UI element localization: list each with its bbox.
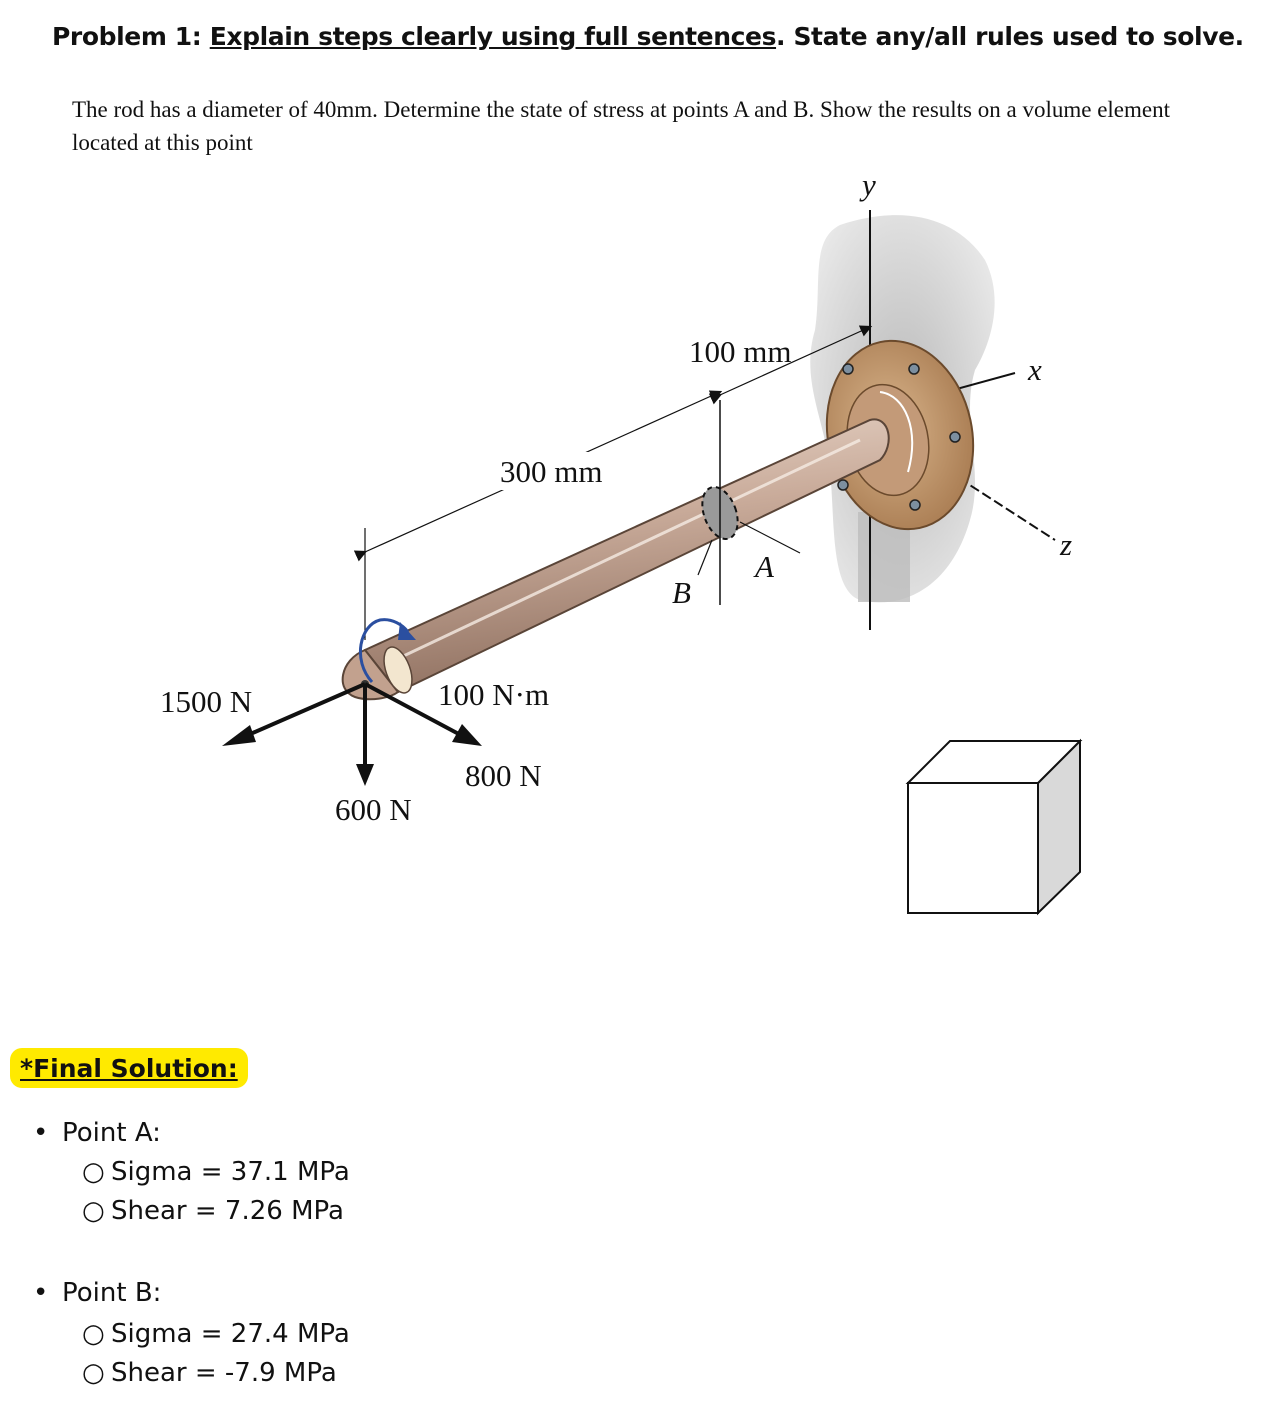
point-b-sigma bbox=[82, 1319, 350, 1349]
heading-suffix: State any/all rules used to solve. bbox=[793, 22, 1244, 51]
filled-bullet-icon: • bbox=[33, 1118, 49, 1148]
hollow-bullet-icon: ○ bbox=[82, 1196, 105, 1226]
filled-bullet-icon: • bbox=[33, 1278, 49, 1308]
point-a-shear-text: Shear = 7.26 MPa bbox=[111, 1196, 344, 1226]
rod bbox=[365, 419, 889, 692]
point-a-label: A bbox=[755, 549, 774, 584]
force-800-label: 800 N bbox=[465, 758, 542, 793]
point-b-shear bbox=[82, 1358, 337, 1388]
heading-prefix: Problem 1: bbox=[52, 22, 210, 51]
hollow-bullet-icon: ○ bbox=[82, 1319, 105, 1349]
force-600-label: 600 N bbox=[335, 792, 412, 827]
point-b-label: B bbox=[672, 575, 691, 610]
volume-element-cube bbox=[908, 741, 1080, 913]
cube-front-face bbox=[908, 783, 1038, 913]
point-a-item bbox=[33, 1118, 161, 1148]
force-1500-label: 1500 N bbox=[160, 684, 253, 719]
heading-middle: . bbox=[776, 22, 794, 51]
z-axis-label: z bbox=[1060, 527, 1073, 562]
force-1500-head bbox=[222, 725, 256, 746]
point-b-shear-text: Shear = -7.9 MPa bbox=[111, 1358, 337, 1388]
point-a-shear bbox=[82, 1196, 344, 1226]
x-axis-label: x bbox=[1028, 352, 1042, 387]
problem-statement: The rod has a diameter of 40mm. Determine the state of stress at points A and B. Show the results on a volume element located at this point bbox=[72, 97, 1171, 155]
heading-underlined: Explain steps clearly using full sentences bbox=[209, 22, 777, 51]
point-b-item bbox=[33, 1278, 161, 1308]
hollow-bullet-icon: ○ bbox=[82, 1157, 105, 1187]
point-a-sigma bbox=[82, 1157, 350, 1187]
hollow-bullet-icon: ○ bbox=[82, 1358, 105, 1388]
point-b-sigma-text: Sigma = 27.4 MPa bbox=[111, 1319, 350, 1349]
dim-100-label: 100 mm bbox=[689, 334, 792, 369]
moment-label: 100 N·m bbox=[438, 677, 550, 712]
final-solution-title: *Final Solution: bbox=[10, 1048, 248, 1088]
point-b-label-text: Point B: bbox=[62, 1278, 162, 1308]
point-a-sigma-text: Sigma = 37.1 MPa bbox=[111, 1157, 350, 1187]
rod-highlight bbox=[395, 440, 860, 660]
point-a-label-text: Point A: bbox=[62, 1118, 161, 1148]
dim-300-label: 300 mm bbox=[500, 454, 603, 489]
force-800-head bbox=[452, 724, 482, 746]
force-600-head bbox=[356, 764, 374, 786]
y-axis-label: y bbox=[862, 167, 876, 202]
